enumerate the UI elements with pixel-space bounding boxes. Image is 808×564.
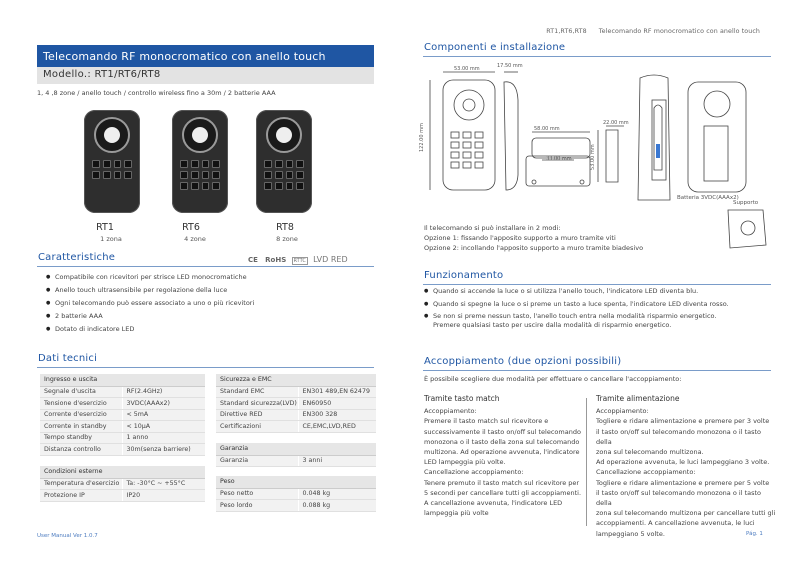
power-title: Tramite alimentazione (596, 394, 680, 403)
text-line: Ad operazione avvenuta, le luci lampeggiano 3 volte. (596, 458, 770, 467)
text-line: lampeggiano 5 volte. (596, 529, 665, 538)
function-extra: Premere qualsiasi tasto per uscire dalla modalità di risparmio energetico. (433, 321, 672, 329)
weight-table (216, 476, 376, 512)
page-number: Pág. 1 (746, 531, 763, 537)
env-table-header: Condizioni esterne (40, 466, 205, 478)
table-cell: Segnale d'uscita (40, 386, 122, 398)
table-cell: Tempo standby (40, 432, 122, 444)
divider (423, 56, 771, 57)
table-cell: 3 anni (298, 455, 376, 467)
table-cell: EN60950 (298, 398, 376, 410)
table-cell: Temperatura d'esercizio (40, 478, 122, 490)
remote-rt1-zones: 1 zona (100, 235, 122, 243)
dim-holder-width: 58.00 mm (534, 126, 560, 132)
remote-rt8-zones: 8 zone (276, 235, 298, 243)
install-text (424, 223, 643, 253)
table-cell: 1 anno (122, 432, 205, 444)
dim-depth: 17.50 mm (497, 63, 523, 69)
warranty-table-header: Garanzia (216, 443, 376, 455)
column-divider (586, 398, 587, 526)
remote-key-grid (451, 132, 483, 168)
text-line: Cancellazione accoppiamento: (596, 468, 696, 477)
text-line: monozona o il tasto della zona sul telecomando (424, 437, 580, 446)
text-line: successivamente il tasto on/off sul telecomando (424, 427, 581, 436)
remote-rt6-zones: 4 zone (184, 235, 206, 243)
text-line: Tenere premuto il tasto match sul ricevitore per (424, 478, 580, 487)
table-cell: Garanzia (216, 455, 298, 467)
list-item: ● Dotato di indicatore LED (46, 323, 254, 336)
dim-holder-inner: 33.00 mm (546, 156, 572, 162)
support-label: Supporto (733, 200, 759, 206)
text-line: lampeggia più volte (424, 509, 489, 518)
table-cell: Protezione IP (40, 490, 122, 502)
list-item: ● Quando si spegne la luce o si preme un tasto a luce spenta, l'indicatore LED diventa rosso. (424, 298, 729, 311)
model-bar: Modello.: RT1/RT6/RT8 (37, 67, 374, 84)
table-cell: 3VDC(AAAx2) (122, 398, 205, 410)
dim-holder-height: 53.00 mm (590, 144, 596, 170)
remote-back-outline (688, 82, 746, 192)
remote-side-outline (504, 82, 518, 190)
header-doc-title: Telecomando RF monocromatico con anello touch (598, 28, 760, 35)
table-cell: Corrente in standby (40, 421, 122, 433)
table-cell: Certificazioni (216, 421, 298, 433)
page-header (536, 28, 760, 35)
list-item: ● Quando si accende la luce o si utilizza l'anello touch, l'indicatore LED diventa blu. (424, 285, 729, 298)
wall-holder-side (606, 130, 618, 182)
dim-width: 53.00 mm (454, 66, 480, 72)
text-line: Premere il tasto match sul ricevitore e (424, 417, 549, 426)
table-cell: Peso lordo (216, 500, 298, 512)
text-line: il tasto on/off sul telecomando monozona o il tasto della (596, 488, 762, 508)
footer-version: User Manual Ver 1.0.7 (37, 533, 98, 539)
remote-rt8-name: RT8 (276, 222, 294, 233)
emc-table-header: Sicurezza e EMC (216, 374, 376, 386)
dim-holder-depth: 22.00 mm (603, 120, 629, 126)
table-cell: < 5mA (122, 409, 205, 421)
product-title: Telecomando RF monocromatico con anello touch (37, 45, 374, 67)
product-subtitle: 1, 4 ,8 zone / anello touch / controllo wireless fino a 30m / 2 batterie AAA (37, 89, 276, 97)
table-cell: RF(2.4GHz) (122, 386, 205, 398)
text-line: il tasto on/off sul telecomando monozona o il tasto della (596, 427, 762, 446)
io-table-header: Ingresso e uscita (40, 374, 205, 386)
table-cell: EN300 328 (298, 409, 376, 421)
warranty-table (216, 443, 376, 467)
table-cell: Tensione d'esercizio (40, 398, 122, 410)
ce-logo: CE (248, 256, 258, 264)
pairing-heading: Accoppiamento (due opzioni possibili) (424, 356, 622, 367)
text-line: accoppiamenti. A cancellazione avvenuta, le luci (596, 519, 755, 528)
environment-table (40, 466, 205, 502)
pairing-match-key (424, 394, 584, 518)
remote-rt1-name: RT1 (96, 222, 114, 233)
lvd-red-logo: LVD RED (313, 255, 348, 264)
battery-indicator (656, 144, 660, 158)
features-list (46, 271, 254, 336)
text-line: Accoppiamento: (424, 407, 477, 416)
list-item: ● Compatibile con ricevitori per strisce LED monocromatiche (46, 271, 254, 284)
install-line: Opzione 1: fissando l'apposito supporto a muro tramite viti (424, 234, 616, 242)
pairing-power (596, 394, 776, 539)
emc-table (216, 374, 376, 433)
table-cell: Corrente d'esercizio (40, 409, 122, 421)
dim-height: 122.00 mm (419, 123, 425, 152)
table-cell: 0.088 kg (298, 500, 376, 512)
list-item: ● Ogni telecomando può essere associato a uno o più ricevitori (46, 297, 254, 310)
install-line: Opzione 2: incollando l'apposito supporto a muro tramite biadesivo (424, 244, 644, 252)
text-line: 5 secondi per cancellare tutti gli accoppiamenti. (424, 488, 582, 497)
header-models: RT1,RT6,RT8 (546, 28, 587, 35)
divider (37, 266, 374, 267)
table-cell: Direttive RED (216, 409, 298, 421)
list-item: ● Anello touch ultrasensibile per regolazione della luce (46, 284, 254, 297)
features-heading: Caratteristiche (38, 252, 116, 263)
rohs-logo: RoHS (265, 256, 287, 264)
remote-rt6-image (172, 110, 228, 213)
table-cell: Distanza controllo (40, 444, 122, 456)
text-line: Accoppiamento: (596, 407, 649, 416)
io-table (40, 374, 205, 456)
tech-data-heading: Dati tecnici (38, 353, 98, 364)
text-line: zona sul telecomando multizona per cancellare tutti gli (596, 509, 776, 518)
table-cell: IP20 (122, 490, 205, 502)
text-line: Togliere e ridare alimentazione e premere per 3 volte (596, 417, 770, 426)
function-heading: Funzionamento (424, 270, 504, 281)
pairing-intro: È possibile scegliere due modalità per effettuare o cancellare l'accoppiamento: (424, 375, 682, 383)
remote-rt1-image (84, 110, 140, 213)
text-line: multizona. Ad operazione avvenuta, l'indicatore (424, 448, 580, 457)
divider (423, 370, 771, 371)
battery-label: Batteria 3VDC(AAAx2) (677, 195, 739, 201)
table-cell: EN301 489,EN 62479 (298, 386, 376, 398)
table-cell: 0.048 kg (298, 488, 376, 500)
cert-logos (248, 255, 348, 264)
weight-table-header: Peso (216, 476, 376, 488)
touch-ring (94, 117, 130, 153)
table-cell: Ta: -30°C ~ +55°C (122, 478, 205, 490)
install-line: Il telecomando si può installare in 2 modi: (424, 224, 561, 232)
holder-iso (728, 210, 766, 248)
list-item: ● 2 batterie AAA (46, 310, 254, 323)
match-key-title: Tramite tasto match (424, 394, 500, 403)
remote-rt8-image (256, 110, 312, 213)
remote-rt6-name: RT6 (182, 222, 200, 233)
rttc-logo: RTTC (293, 258, 306, 264)
divider (37, 367, 374, 368)
table-cell: Standard sicurezza(LVD) (216, 398, 298, 410)
table-cell: CE,EMC,LVD,RED (298, 421, 376, 433)
table-cell: 30m(senza barriere) (122, 444, 205, 456)
list-item: ● Se non si preme nessun tasto, l'anello touch entra nella modalità risparmio energetico. (424, 311, 729, 322)
table-cell: Standard EMC (216, 386, 298, 398)
text-line: zona sul telecomando multizona. (596, 448, 704, 457)
wall-holder-top (532, 138, 590, 158)
function-list (424, 285, 729, 322)
text-line: A cancellazione avvenuta, l'indicatore LED (424, 499, 563, 508)
components-heading: Componenti e installazione (424, 42, 566, 53)
table-cell: < 10μA (122, 421, 205, 433)
text-line: Togliere e ridare alimentazione e premere per 5 volte (596, 478, 770, 487)
text-line: Cancellazione accoppiamento: (424, 468, 524, 477)
table-cell: Peso netto (216, 488, 298, 500)
text-line: LED lampeggia più volte. (424, 458, 506, 467)
